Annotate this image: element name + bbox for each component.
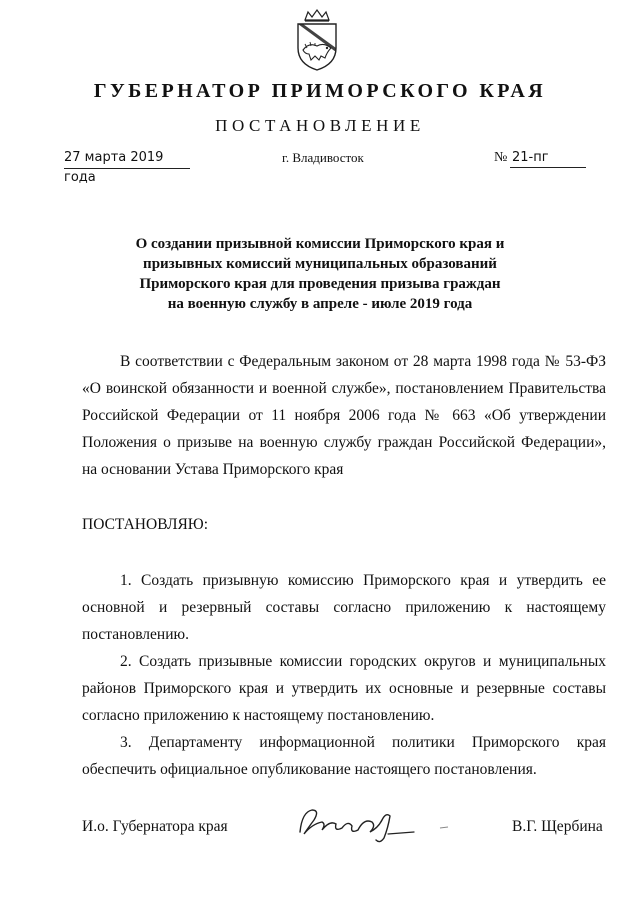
item-text: Департаменту информационной политики Приморского края обеспечить официальное опубликование настоящего постановления. bbox=[82, 734, 606, 778]
preamble-text: В соответствии с Федеральным законом от 28 марта 1998 года № 53-ФЗ «О воинской обязанности и военной службе», постановлением Правительства Российской Федерации от 11 ноября 2006 года № 663 «Об утверждении Положения о призыве на военную службу граждан Российской Федерации», на основании Устава Приморского края bbox=[82, 353, 606, 478]
document-date: 27 марта 2019 года bbox=[64, 148, 190, 169]
title-line: на военную службу в апреле - июле 2019 года bbox=[167, 296, 473, 312]
coat-of-arms-icon bbox=[291, 8, 343, 72]
title-line: призывных комиссий муниципальных образований bbox=[143, 256, 497, 272]
document-city: г. Владивосток bbox=[282, 150, 364, 165]
item-text: Создать призывные комиссии городских округов и муниципальных районов Приморского края и утвердить их основные и резервные составы согласно приложению к настоящему постановлению. bbox=[82, 653, 606, 724]
handwritten-signature-icon bbox=[292, 798, 462, 848]
title-line: О создании призывной комиссии Приморского края и bbox=[135, 236, 505, 252]
item-number: 3. bbox=[120, 734, 132, 751]
document-type: ПОСТАНОВЛЕНИЕ bbox=[215, 116, 425, 135]
authority-heading: ГУБЕРНАТОР ПРИМОРСКОГО КРАЯ bbox=[93, 80, 547, 102]
title-line: Приморского края для проведения призыва граждан bbox=[139, 276, 501, 292]
resolution-item bbox=[82, 648, 606, 729]
decree-word: ПОСТАНОВЛЯЮ: bbox=[82, 516, 209, 533]
signatory-name: В.Г. Щербина bbox=[512, 818, 603, 835]
item-text: Создать призывную комиссию Приморского края и утвердить ее основной и резервный составы согласно приложению к настоящему постановлению. bbox=[82, 572, 606, 643]
resolution-item bbox=[82, 729, 606, 783]
document-number: 21-пг bbox=[510, 148, 586, 168]
document-title bbox=[120, 234, 520, 314]
signatory-title: И.о. Губернатора края bbox=[82, 818, 228, 835]
number-sign: № bbox=[494, 150, 508, 165]
preamble-paragraph bbox=[82, 348, 606, 483]
item-number: 1. bbox=[120, 572, 132, 589]
resolution-item bbox=[82, 567, 606, 648]
item-number: 2. bbox=[120, 653, 132, 670]
